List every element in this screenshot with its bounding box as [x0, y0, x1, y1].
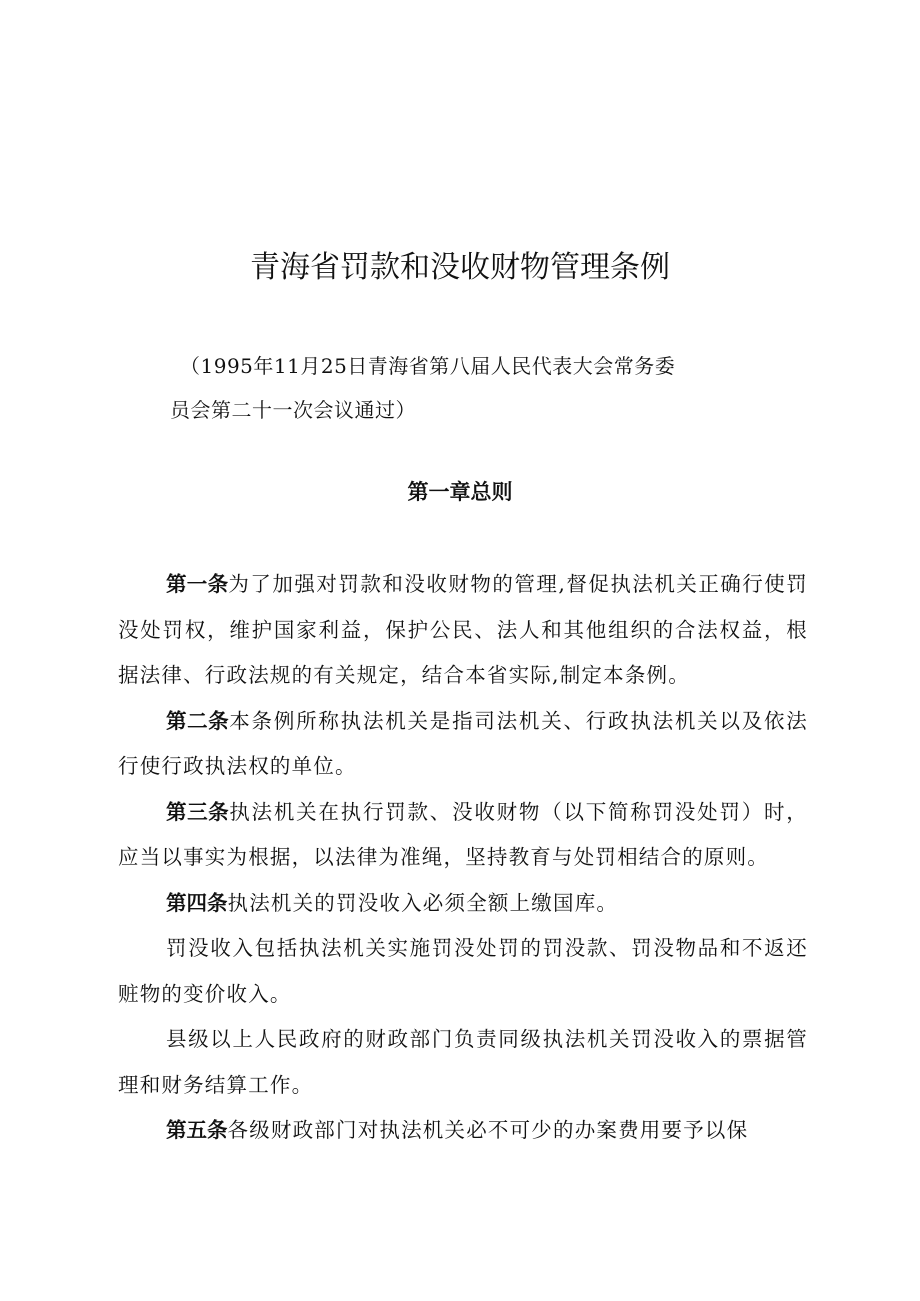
article-paragraph: [118, 881, 808, 927]
document-body: [118, 562, 808, 1154]
paragraph-text: 罚没收入包括执法机关实施罚没处罚的罚没款、罚没物品和不返还赃物的变价收入。: [118, 936, 808, 1006]
article-paragraph: [118, 1108, 808, 1154]
chapter-heading: 第一章总则: [407, 480, 513, 504]
article-text: 本条例所称执法机关是指司法机关、行政执法机关以及依法行使行政执法权的单位。: [118, 708, 808, 778]
adoption-note-line-1: （1995年11月25日青海省第八届人民代表大会常务委: [180, 354, 676, 378]
article-text: 执法机关在执行罚款、没收财物（以下简称罚没处罚）时，应当以事实为根据，以法律为准绳，坚持教育与处罚相结合的原则。: [118, 799, 808, 869]
article-paragraph: [118, 790, 808, 881]
adoption-note: [170, 344, 770, 432]
article-number: 第三条: [166, 799, 230, 824]
document-title: 青海省罚款和没收财物管理条例: [250, 250, 670, 285]
article-number: 第二条: [166, 708, 230, 733]
adoption-note-line-2: 员会第二十一次会议通过）: [170, 398, 416, 422]
article-number: 第五条: [166, 1118, 228, 1142]
body-paragraph: [118, 926, 808, 1017]
paragraph-text: 县级以上人民政府的财政部门负责同级执法机关罚没收入的票据管理和财务结算工作。: [118, 1027, 808, 1097]
article-text: 执法机关的罚没收入必须全额上缴国库。: [227, 890, 619, 915]
article-text: 为了加强对罚款和没收财物的管理,督促执法机关正确行使罚没处罚权，维护国家利益，保护公民、法人和其他组织的合法权益，根据法律、行政法规的有关规定，结合本省实际,制定本条例。: [118, 572, 808, 687]
article-paragraph: [118, 562, 808, 699]
article-paragraph: [118, 699, 808, 790]
article-number: 第一条: [166, 572, 229, 596]
article-text: 各级财政部门对执法机关必不可少的办案费用要予以保: [227, 1118, 749, 1142]
body-paragraph: [118, 1017, 808, 1108]
article-number: 第四条: [166, 890, 228, 915]
